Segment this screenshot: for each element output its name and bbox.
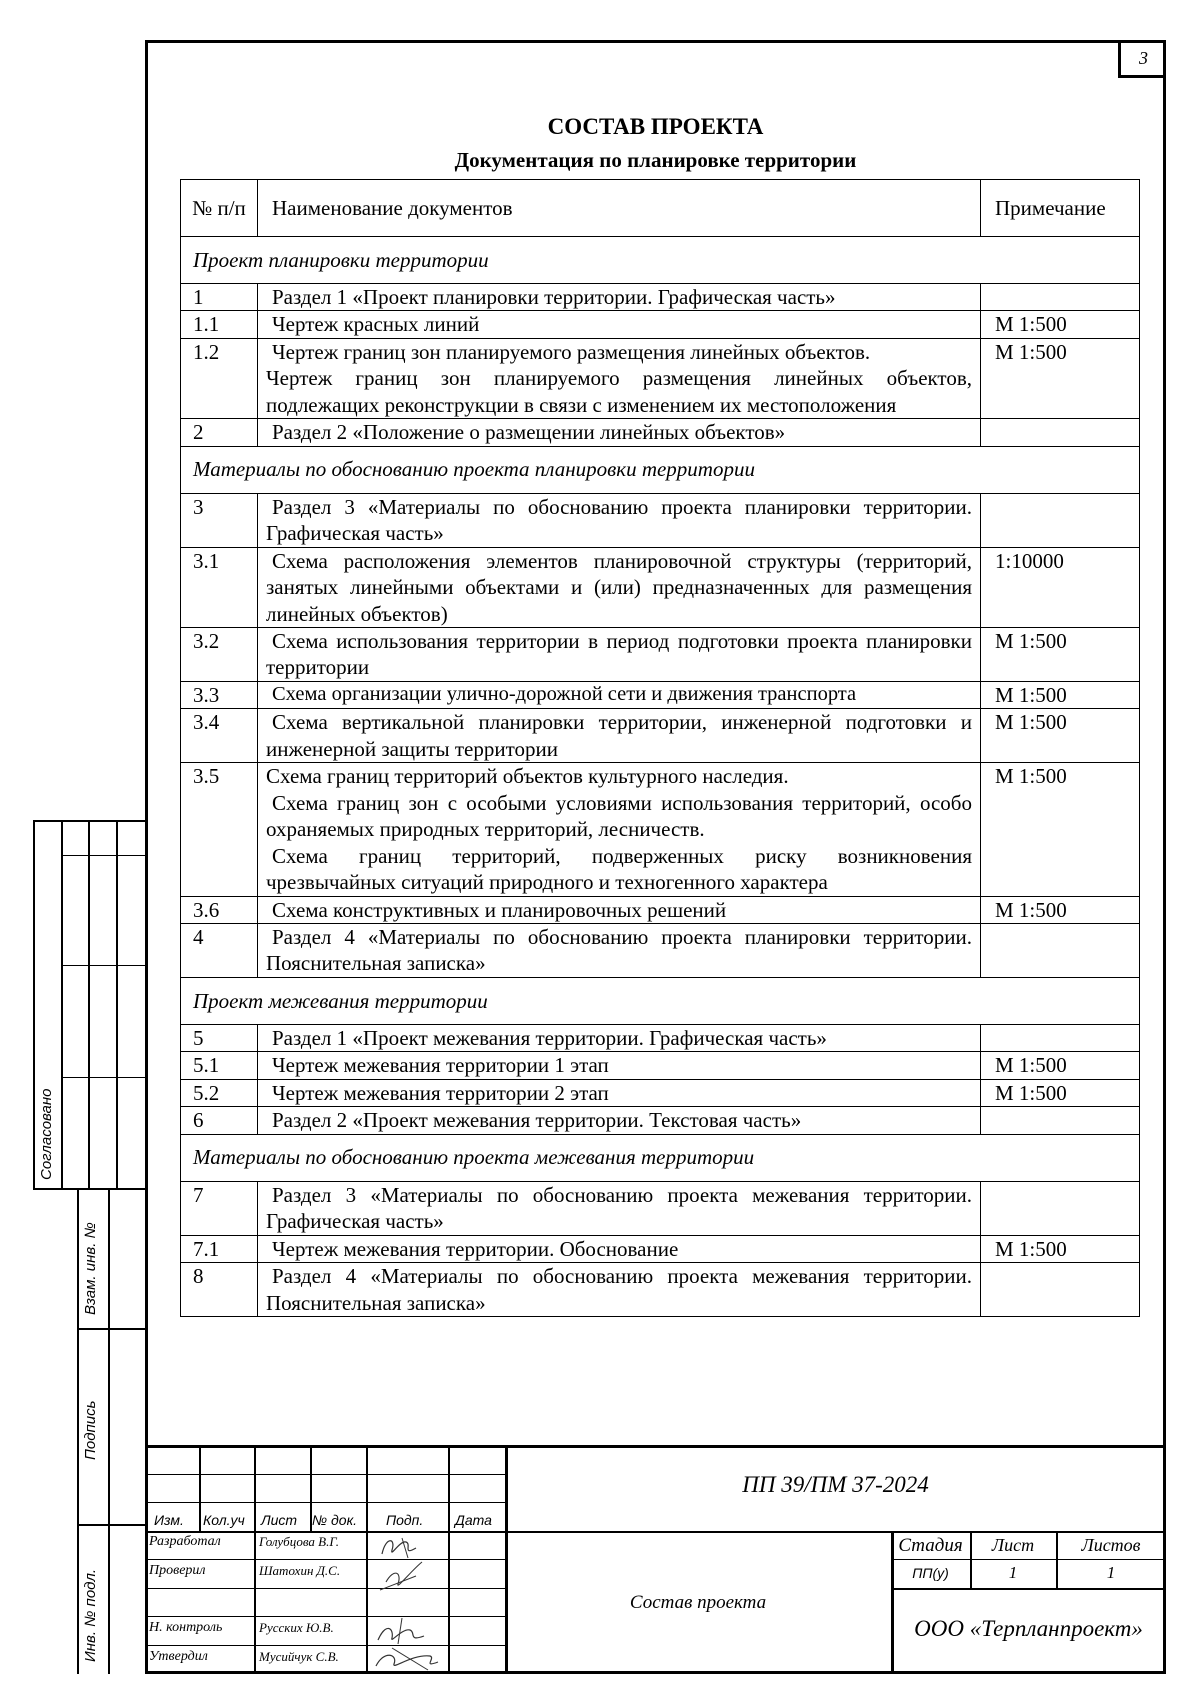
- table-row: [181, 547, 1140, 627]
- sheets-value: 1: [1106, 1563, 1116, 1582]
- replaced-inv-label: Взам. инв. №: [82, 1222, 99, 1315]
- stage-value: ПП(у): [912, 1565, 949, 1581]
- header-num: № п/п: [181, 180, 258, 237]
- row-name: Чертеж межевания территории 1 этап: [258, 1052, 981, 1079]
- company-name: ООО «Терпланпроект»: [914, 1616, 1143, 1641]
- table-row: [181, 419, 1140, 446]
- table-row: [181, 627, 1140, 681]
- row-note: [981, 493, 1140, 547]
- tb-header-list: Лист: [261, 1512, 298, 1528]
- section-row: [181, 977, 1140, 1024]
- table-row: [181, 1263, 1140, 1317]
- row-name: Раздел 2 «Положение о размещении линейных объектов»: [258, 419, 981, 446]
- row-name: Схема использования территории в период подготовки проекта планировки территории: [258, 627, 981, 681]
- row-num: 3.5: [181, 763, 258, 896]
- document-title: СОСТАВ ПРОЕКТА: [547, 114, 764, 139]
- row-name: Чертеж межевания территории 2 этап: [258, 1079, 981, 1106]
- tb-line: [145, 1531, 1166, 1533]
- row-note: [981, 1263, 1140, 1317]
- sheet-value: 1: [1008, 1563, 1018, 1582]
- row-name: Раздел 4 «Материалы по обоснованию проекта межевания территории. Пояснительная записка»: [258, 1263, 981, 1317]
- row-note: [981, 923, 1140, 977]
- table-row: [181, 896, 1140, 923]
- row-num: 3: [181, 493, 258, 547]
- row-note: [981, 1181, 1140, 1235]
- table-row: [181, 1235, 1140, 1262]
- section-title: Материалы по обоснованию проекта планировки территории: [181, 446, 1140, 493]
- role-name: Шатохин Д.С.: [259, 1563, 341, 1578]
- table-row: [181, 1052, 1140, 1079]
- header-note: Примечание: [981, 180, 1140, 237]
- table-row: [181, 1024, 1140, 1051]
- row-name-line: Чертеж границ зон планируемого размещения линейных объектов.: [272, 339, 871, 364]
- row-name: Раздел 4 «Материалы по обоснованию проекта планировки территории. Пояснительная записка»: [258, 923, 981, 977]
- row-name: Схема конструктивных и планировочных решений: [258, 896, 981, 923]
- row-note: М 1:500: [981, 1235, 1140, 1262]
- tb-header-date: Дата: [455, 1512, 492, 1528]
- role-label: Утвердил: [149, 1649, 208, 1664]
- row-note: М 1:500: [981, 1079, 1140, 1106]
- role-name: Русских Ю.В.: [259, 1620, 334, 1635]
- row-num: 5.2: [181, 1079, 258, 1106]
- strip-line: [61, 820, 63, 1188]
- tb-line: [145, 1616, 505, 1617]
- header-name: Наименование документов: [258, 180, 981, 237]
- tb-header-podp: Подп.: [386, 1512, 424, 1528]
- row-note: 1:10000: [981, 547, 1140, 627]
- agreed-label: Согласовано: [38, 1088, 55, 1180]
- tb-line: [145, 1502, 505, 1503]
- sheet-number: 3: [1118, 40, 1166, 78]
- strip-line: [33, 820, 35, 1188]
- table-row: [181, 763, 1140, 896]
- tb-header-doc: № док.: [312, 1512, 358, 1528]
- table-row: [181, 338, 1140, 418]
- row-name: Схема вертикальной планировки территории, инженерной подготовки и инженерной защиты территории: [258, 709, 981, 763]
- row-name: [258, 763, 981, 896]
- role-label: Проверил: [149, 1563, 206, 1578]
- table-row: [181, 1107, 1140, 1134]
- row-num: 1: [181, 284, 258, 311]
- row-num: 4: [181, 923, 258, 977]
- row-num: 3.2: [181, 627, 258, 681]
- orig-inv-label: Инв. № подл.: [82, 1568, 99, 1662]
- row-num: 6: [181, 1107, 258, 1134]
- row-name-line: Схема границ территорий, подверженных риску возникновения чрезвычайных ситуаций природного и техногенного характера: [266, 843, 972, 895]
- composition-table: [180, 179, 1140, 1317]
- tb-line: [199, 1445, 201, 1532]
- row-name-line: Схема границ территорий объектов культурного наследия.: [266, 764, 789, 789]
- document-name: Состав проекта: [629, 1592, 767, 1613]
- row-note: М 1:500: [981, 627, 1140, 681]
- section-row: [181, 237, 1140, 284]
- row-name: Раздел 3 «Материалы по обоснованию проекта планировки территории. Графическая часть»: [258, 493, 981, 547]
- sheet-label: Лист: [991, 1535, 1035, 1555]
- role-name: Мусийчук С.В.: [259, 1649, 339, 1664]
- row-name: Раздел 1 «Проект планировки территории. Графическая часть»: [258, 284, 981, 311]
- strip-line: [116, 820, 118, 1188]
- row-name: [258, 338, 981, 418]
- row-note: М 1:500: [981, 1052, 1140, 1079]
- row-num: 3.1: [181, 547, 258, 627]
- table-row: [181, 493, 1140, 547]
- row-num: 7: [181, 1181, 258, 1235]
- row-num: 1.1: [181, 311, 258, 338]
- row-note: [981, 284, 1140, 311]
- strip-line: [61, 1077, 147, 1078]
- tb-line: [145, 1588, 505, 1589]
- tb-header-izm: Изм.: [154, 1512, 184, 1528]
- strip-line: [108, 1188, 110, 1674]
- strip-line: [88, 820, 90, 1188]
- section-title: Материалы по обоснованию проекта межевания территории: [181, 1134, 1140, 1181]
- row-num: 5: [181, 1024, 258, 1051]
- tb-line: [891, 1588, 1166, 1590]
- strip-line: [61, 855, 147, 856]
- tb-line: [145, 1474, 505, 1475]
- section-row: [181, 1134, 1140, 1181]
- row-name-line: Чертеж границ зон планируемого размещения линейных объектов, подлежащих реконструкции в связи с изменением их местоположения: [266, 366, 972, 417]
- role-name: Голубцова В.Г.: [259, 1534, 340, 1549]
- table-row: [181, 709, 1140, 763]
- row-num: 3.3: [181, 681, 258, 708]
- row-num: 8: [181, 1263, 258, 1317]
- strip-line: [61, 965, 147, 966]
- row-note: [981, 1024, 1140, 1051]
- sheets-label: Листов: [1081, 1535, 1141, 1555]
- table-row: [181, 1181, 1140, 1235]
- role-label: Разработал: [149, 1534, 221, 1549]
- signatures-icon: [372, 1532, 444, 1672]
- tb-line: [145, 1559, 505, 1560]
- row-name-line: Схема границ зон с особыми условиями использования территорий, особо охраняемых природных территорий, лесничеств.: [266, 790, 972, 842]
- strip-line: [33, 1188, 147, 1190]
- document-subtitle: Документация по планировке территории: [454, 148, 857, 172]
- table-row: [181, 1079, 1140, 1106]
- row-note: [981, 419, 1140, 446]
- row-note: М 1:500: [981, 896, 1140, 923]
- role-label: Н. контроль: [149, 1620, 223, 1635]
- row-note: М 1:500: [981, 763, 1140, 896]
- row-note: М 1:500: [981, 709, 1140, 763]
- tb-header-kol: Кол.уч: [203, 1512, 245, 1528]
- row-name: Раздел 2 «Проект межевания территории. Текстовая часть»: [258, 1107, 981, 1134]
- row-note: [981, 1107, 1140, 1134]
- stage-label: Стадия: [898, 1535, 963, 1556]
- table-row: [181, 923, 1140, 977]
- strip-line: [33, 820, 147, 822]
- row-name: Раздел 3 «Материалы по обоснованию проекта межевания территории. Графическая часть»: [258, 1181, 981, 1235]
- row-num: 3.6: [181, 896, 258, 923]
- project-code: ПП 39/ПМ 37-2024: [742, 1472, 929, 1497]
- table-row: [181, 284, 1140, 311]
- row-num: 3.4: [181, 709, 258, 763]
- row-name: Раздел 1 «Проект межевания территории. Графическая часть»: [258, 1024, 981, 1051]
- row-name: Чертеж красных линий: [258, 311, 981, 338]
- strip-line: [77, 1188, 79, 1674]
- table-row: [181, 681, 1140, 708]
- row-name: Чертеж межевания территории. Обоснование: [258, 1235, 981, 1262]
- section-row: [181, 446, 1140, 493]
- row-name: Схема организации улично-дорожной сети и движения транспорта: [258, 681, 981, 708]
- table-header-row: [181, 180, 1140, 237]
- row-num: 5.1: [181, 1052, 258, 1079]
- row-note: М 1:500: [981, 338, 1140, 418]
- tb-line: [891, 1559, 1166, 1560]
- row-note: М 1:500: [981, 311, 1140, 338]
- strip-line: [77, 1328, 147, 1330]
- tb-line: [145, 1645, 505, 1646]
- signature-label: Подпись: [82, 1400, 99, 1460]
- row-num: 1.2: [181, 338, 258, 418]
- row-num: 2: [181, 419, 258, 446]
- table-row: [181, 311, 1140, 338]
- row-name: Схема расположения элементов планировочной структуры (территорий, занятых линейными объектами и (или) предназначенных для размещения линейных объектов): [258, 547, 981, 627]
- tb-line: [145, 1445, 1166, 1448]
- row-num: 7.1: [181, 1235, 258, 1262]
- section-title: Проект межевания территории: [181, 977, 1140, 1024]
- row-note: М 1:500: [981, 681, 1140, 708]
- section-title: Проект планировки территории: [181, 237, 1140, 284]
- strip-line: [77, 1524, 147, 1526]
